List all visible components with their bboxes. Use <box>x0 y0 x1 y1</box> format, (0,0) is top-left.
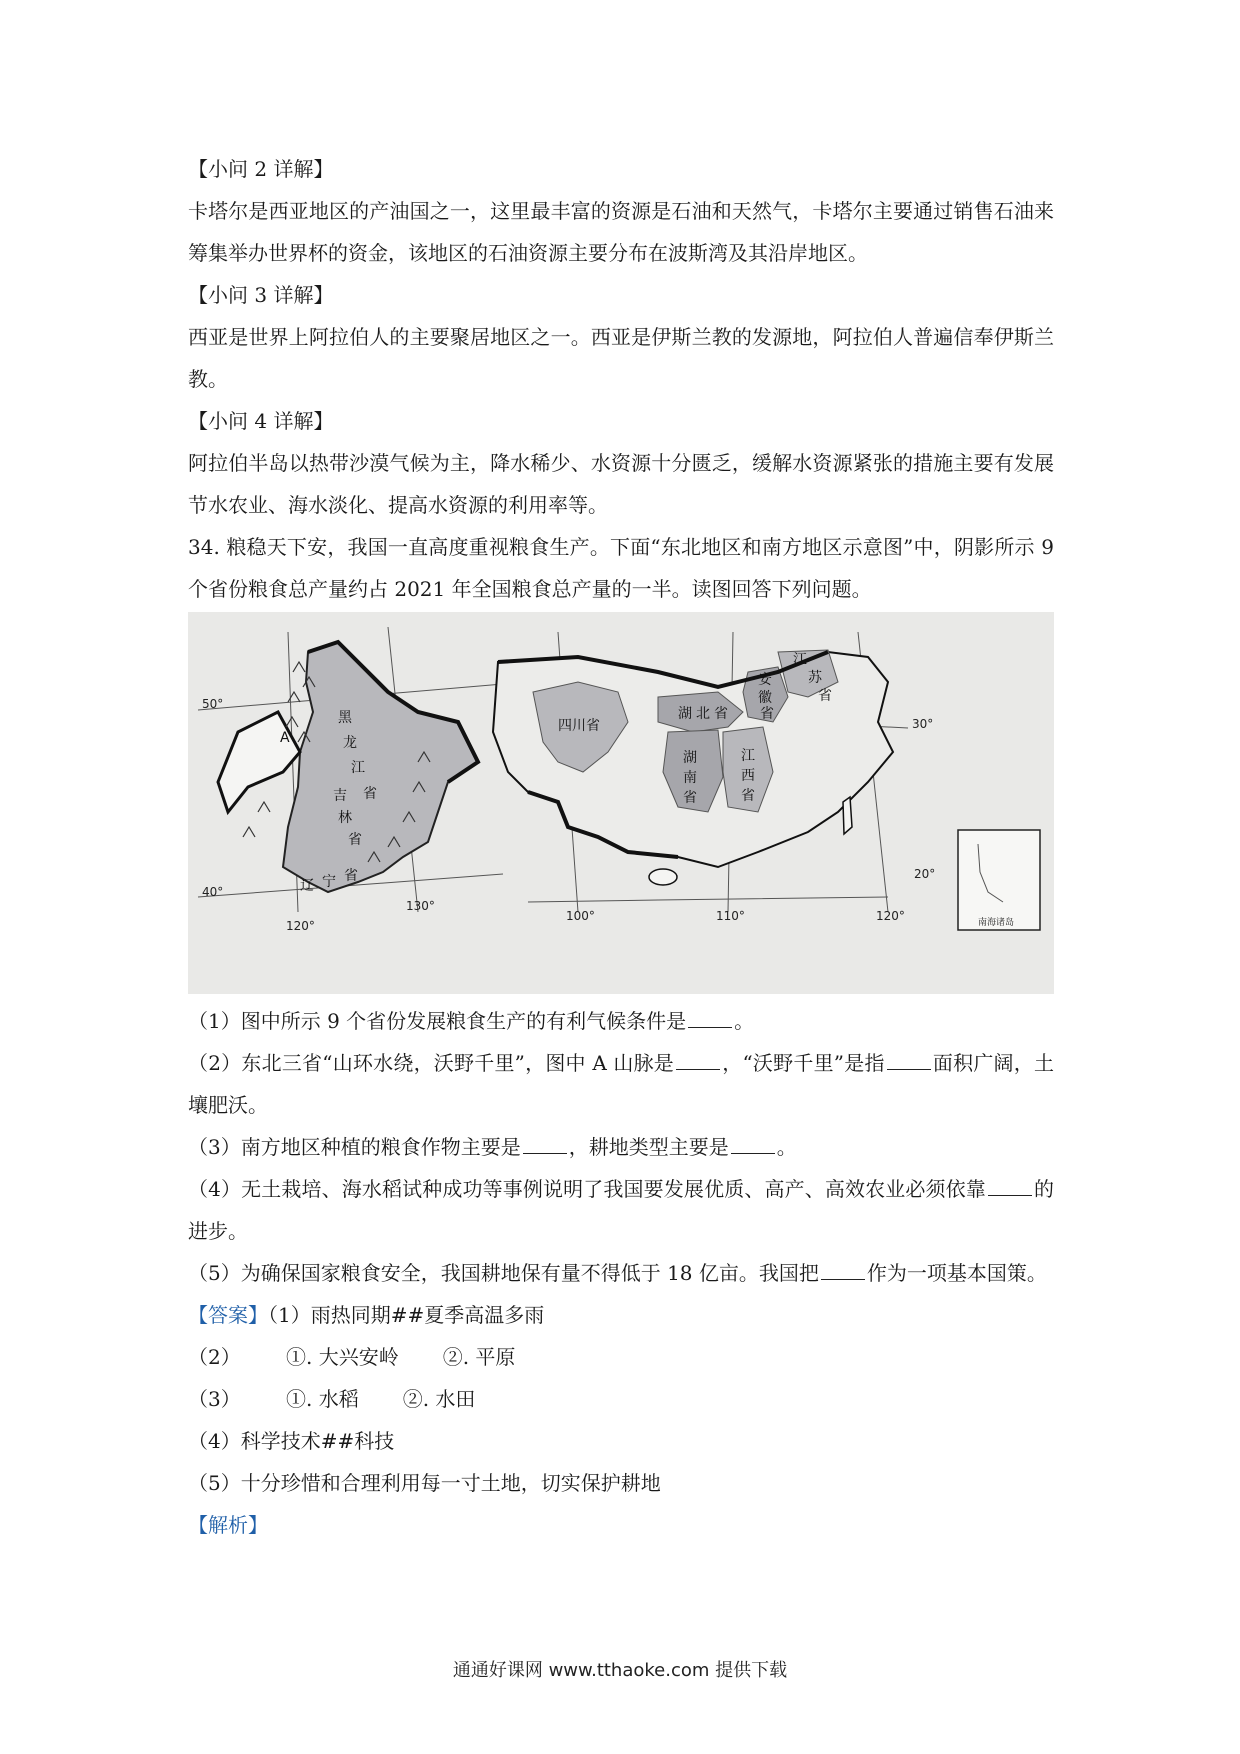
sub-question-3: （3）南方地区种植的粮食作物主要是 ，耕地类型主要是 。 <box>188 1135 797 1159</box>
map-label-sheng5: 省 <box>683 790 697 806</box>
answer-blank <box>523 1135 567 1154</box>
q2-text: 卡塔尔是西亚地区的产油国之一，这里最丰富的资源是石油和天然气，卡塔尔主要通过销售石油来筹集举办世界杯的资金，该地区的石油资源主要分布在波斯湾及其沿岸地区。 <box>188 199 1054 265</box>
inset-label: 南海诸岛 <box>978 918 1015 928</box>
map-label-liao: 辽 <box>300 878 314 894</box>
lon-label-100: 100° <box>566 909 595 923</box>
map-label-lin: 林 <box>338 810 352 826</box>
question-34-subquestions <box>188 1000 1054 1546</box>
lon-label-120a: 120° <box>286 919 315 933</box>
q4-heading: 【小问 4 详解】 <box>188 409 334 433</box>
lat-label-40: 40° <box>202 885 224 899</box>
mountain-label-a: A <box>280 730 290 746</box>
map-label-jiang3: 江 <box>793 652 807 668</box>
q2-heading: 【小问 2 详解】 <box>188 157 334 181</box>
page-footer: 通通好课网 www.tthaoke.com 提供下载 <box>452 1660 788 1681</box>
sub-question-4: （4）无土栽培、海水稻试种成功等事例说明了我国要发展优质、高产、高效农业必须依靠 的进步。 <box>188 1177 1055 1243</box>
sub-question-5: （5）为确保国家粮食安全，我国耕地保有量不得低于 18 亿亩。我国把 作为一项基本国策。 <box>188 1261 1047 1285</box>
south-china-sea-inset <box>958 830 1040 930</box>
answer-blank <box>731 1135 775 1154</box>
map-label-xi: 西 <box>741 768 755 784</box>
lon-label-110: 110° <box>716 909 745 923</box>
map-label-sheng8: 省 <box>818 688 832 704</box>
map-label-ning: 宁 <box>322 874 336 890</box>
answer-4: （4）科学技术##科技 <box>188 1429 395 1453</box>
answer-blank <box>988 1177 1032 1196</box>
sub-question-2: （2）东北三省“山环水绕，沃野千里”，图中 A 山脉是 ，“沃野千里”是指 面积广阔，土壤肥沃。 <box>188 1051 1054 1117</box>
lat-label-50: 50° <box>202 697 224 711</box>
map-label-ji: 吉 <box>333 788 347 804</box>
document-body <box>188 148 1054 610</box>
map-label-an: 安 <box>758 672 772 688</box>
answer-label: 【答案】 <box>188 1303 268 1327</box>
q3-heading: 【小问 3 详解】 <box>188 283 334 307</box>
map-label-hui: 徽 <box>758 690 772 706</box>
answer-blank <box>688 1009 732 1028</box>
map-label-sichuan: 四川省 <box>558 718 600 734</box>
map-label-sheng3: 省 <box>344 868 358 884</box>
map-label-sheng4: 省 <box>714 706 728 722</box>
answer-1: 【答案】（1）雨热同期##夏季高温多雨 <box>188 1303 545 1327</box>
map-label-bei: 北 <box>696 706 710 722</box>
answer-blank <box>887 1051 931 1070</box>
analysis-label: 【解析】 <box>188 1513 268 1537</box>
map-label-hu1: 湖 <box>678 706 692 722</box>
map-label-sheng6: 省 <box>741 788 755 804</box>
lat-label-30: 30° <box>912 717 934 731</box>
map-figure <box>188 612 1054 994</box>
answer-2: （2） ①. 大兴安岭 ②. 平原 <box>188 1345 516 1369</box>
lon-label-120b: 120° <box>876 909 905 923</box>
answer-blank <box>676 1051 720 1070</box>
q3-text: 西亚是世界上阿拉伯人的主要聚居地区之一。西亚是伊斯兰教的发源地，阿拉伯人普遍信奉伊斯兰教。 <box>188 325 1054 391</box>
map-label-sheng7: 省 <box>760 706 774 722</box>
map-label-su: 苏 <box>808 670 822 686</box>
map-label-hei: 黑 <box>338 710 352 726</box>
answer-3: （3） ①. 水稻 ②. 水田 <box>188 1387 476 1411</box>
map-label-sheng2: 省 <box>348 832 362 848</box>
map-label-nan: 南 <box>683 770 697 786</box>
answer-blank <box>821 1261 865 1280</box>
map-label-jiang: 江 <box>351 760 365 776</box>
answer-5: （5）十分珍惜和合理利用每一寸土地，切实保护耕地 <box>188 1471 661 1495</box>
northeast-south-china-map <box>188 612 1054 994</box>
q4-text: 阿拉伯半岛以热带沙漠气候为主，降水稀少、水资源十分匮乏，缓解水资源紧张的措施主要有发展节水农业、海水淡化、提高水资源的利用率等。 <box>188 451 1054 517</box>
map-label-long: 龙 <box>343 735 357 751</box>
question-34-intro: 34. 粮稳天下安，我国一直高度重视粮食生产。下面“东北地区和南方地区示意图”中，阴影所示 9 个省份粮食总产量约占 2021 年全国粮食总产量的一半。读图回答下列问题。 <box>188 535 1054 601</box>
map-label-jiang2: 江 <box>741 748 755 764</box>
map-label-hu2: 湖 <box>683 750 697 766</box>
lon-label-130: 130° <box>406 899 435 913</box>
lat-label-20: 20° <box>914 867 936 881</box>
map-label-sheng1: 省 <box>363 786 377 802</box>
sub-question-1: （1）图中所示 9 个省份发展粮食生产的有利气候条件是 。 <box>188 1009 755 1033</box>
